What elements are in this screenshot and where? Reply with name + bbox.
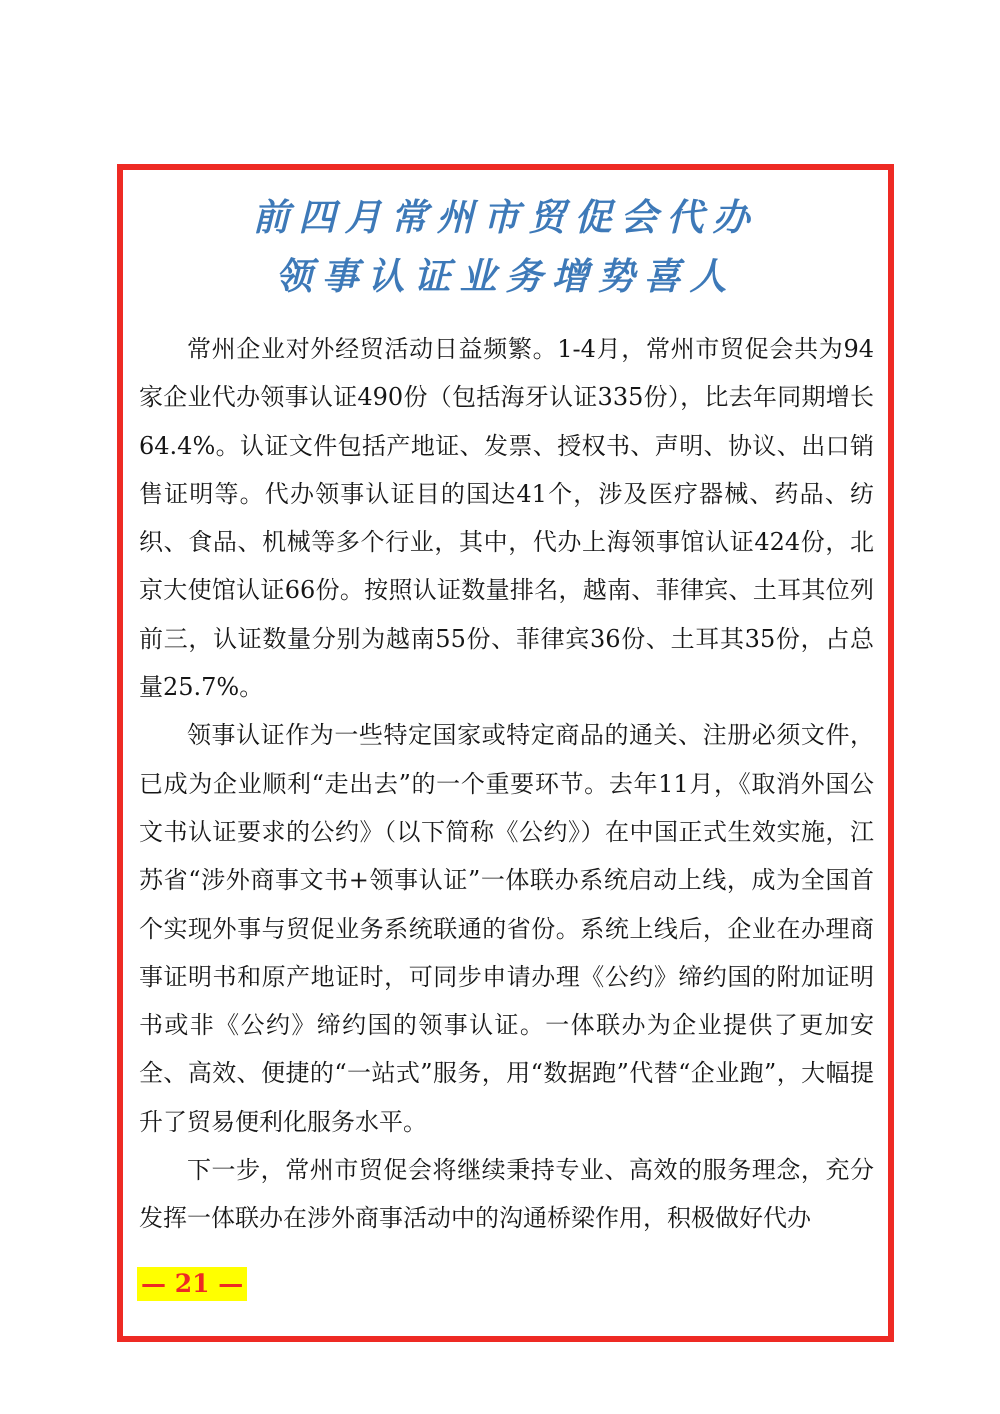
article-title-line-2: 领事认证业务增势喜人 bbox=[275, 254, 736, 298]
article-title-line-1: 前四月常州市贸促会代办 bbox=[252, 195, 759, 239]
paragraph-1: 常州企业对外经贸活动日益频繁。1-4月，常州市贸促会共为94家企业代办领事认证490份（包括海牙认证335份），比去年同期增长64.4%。认证文件包括产地证、发票、授权书、声明、协议、出口销售证明等。代办领事认证目的国达41个，涉及医疗器械、药品、纺织、食品、机械等多个行业，其中，代办上海领事馆认证424份，北京大使馆认证66份。按照认证数量排名，越南、菲律宾、土耳其位列前三，认证数量分别为越南55份、菲律宾36份、土耳其35份，占总量25.7%。 bbox=[139, 335, 874, 702]
article-body bbox=[139, 325, 874, 1243]
paragraph-3: 下一步，常州市贸促会将继续秉持专业、高效的服务理念，充分发挥一体联办在涉外商事活动中的沟通桥梁作用，积极做好代办 bbox=[139, 1156, 874, 1233]
article-frame bbox=[117, 164, 894, 1342]
page-number: — 21 — bbox=[137, 1267, 247, 1301]
paragraph-2: 领事认证作为一些特定国家或特定商品的通关、注册必须文件，已成为企业顺利“走出去”的一个重要环节。去年11月，《取消外国公文书认证要求的公约》（以下简称《公约》）在中国正式生效实施，江苏省“涉外商事文书+领事认证”一体联办系统启动上线，成为全国首个实现外事与贸促业务系统联通的省份。系统上线后，企业在办理商事证明书和原产地证时，可同步申请办理《公约》缔约国的附加证明书或非《公约》缔约国的领事认证。一体联办为企业提供了更加安全、高效、便捷的“一站式”服务，用“数据跑”代替“企业跑”，大幅提升了贸易便利化服务水平。 bbox=[139, 721, 874, 1136]
